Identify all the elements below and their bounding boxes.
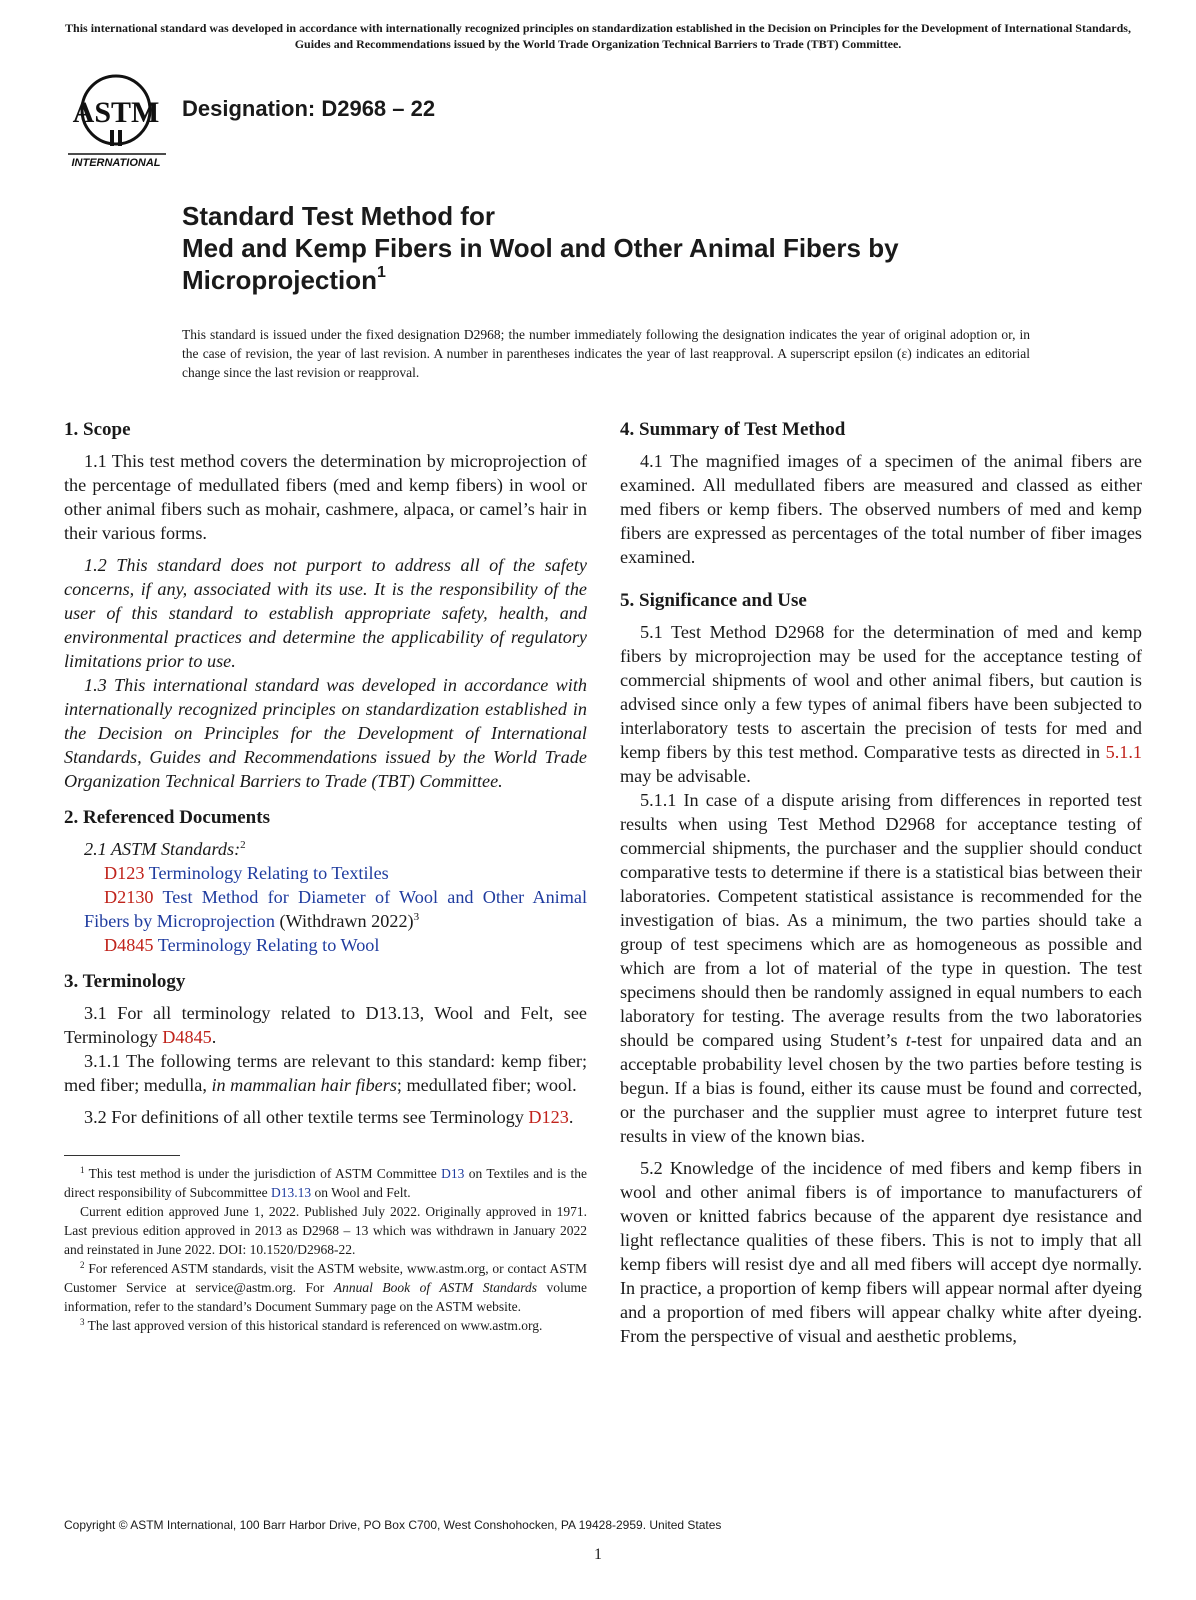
link-d13[interactable]: D13 xyxy=(441,1166,465,1181)
para-5-1-1-italic: t xyxy=(905,1030,911,1050)
para-3-1-1-italic: in mammalian hair fibers xyxy=(211,1075,397,1095)
summary-heading: 4. Summary of Test Method xyxy=(620,419,846,440)
footnote-1-mark: 1 xyxy=(80,1165,85,1175)
copyright: Copyright © ASTM International, 100 Barr Harbor Drive, PO Box C700, West Conshohocken, PA 19428-2959. United States xyxy=(64,1518,722,1532)
ref-d2130-footnote-mark: 3 xyxy=(413,911,420,923)
terminology-heading: 3. Terminology xyxy=(64,971,186,992)
para-5-1-1: 5.1.1 In case of a dispute arising from differences in reported test results when using Test Method D2968 for acceptance testing of commercial shipments, the purchaser and the supplier should conduct comparative tests to determine if there is a statistical bias between their laboratories. Competent statistical assistance is recommended for the investigation of bias. As a minimum, the two parties should take a group of test specimens which are as homogeneous as possible and which are from a lot of material of the type in question. The test specimens should then be randomly assigned in equal numbers to each laboratory for testing. The average results from the two laboratories should be compared using Student’s xyxy=(620,790,1142,1050)
astm-logo xyxy=(66,70,170,170)
ref-d4845-code[interactable]: D4845 xyxy=(104,935,154,955)
footnote-separator xyxy=(64,1155,180,1156)
footnote-3-mark: 3 xyxy=(80,1317,85,1327)
footnote-1-edition: Current edition approved June 1, 2022. Published July 2022. Originally approved in 1971. Last previous edition approved in 2013 as D2968 – 13 which was withdrawn in January 2022 and reinstated in June 2022. DOI: 10.1520/D2968-22. xyxy=(64,1204,587,1257)
footnotes xyxy=(64,1164,587,1335)
designation: Designation: D2968 – 22 xyxy=(182,96,436,121)
link-d13-13[interactable]: D13.13 xyxy=(270,1185,312,1200)
footnote-2-text: For referenced ASTM standards, visit the ASTM website, www.astm.org, or contact ASTM Customer Service at service@astm.org. For xyxy=(64,1261,588,1295)
refdocs-heading: 2. Referenced Documents xyxy=(64,807,270,828)
footnote-1-text-c: on Wool and Felt. xyxy=(314,1185,411,1200)
para-1-2: 1.2 This standard does not purport to address all of the safety concerns, if any, associated with its use. It is the responsibility of the user of this standard to establish appropriate safety, health, and environmental practices and determine the applicability of regulatory limitations prior to use. xyxy=(64,555,587,671)
page-number: 1 xyxy=(594,1546,602,1563)
ref-d123-title[interactable]: Terminology Relating to Textiles xyxy=(148,863,389,883)
ref-d123-code[interactable]: D123 xyxy=(104,863,145,883)
logo-letters: ASTM xyxy=(72,96,160,129)
para-3-1-1-end: ; medullated fiber; wool. xyxy=(396,1075,577,1095)
logo-text: INTERNATIONAL xyxy=(71,157,161,169)
footnote-3-text: The last approved version of this historical standard is referenced on www.astm.org. xyxy=(87,1318,543,1333)
title-line-1: Standard Test Method for xyxy=(182,201,495,231)
link-d123[interactable]: D123 xyxy=(528,1107,569,1127)
para-5-1-end: may be advisable. xyxy=(620,766,751,786)
scope-heading: 1. Scope xyxy=(64,419,131,440)
footnote-1-text: This test method is under the jurisdiction of ASTM Committee xyxy=(88,1166,437,1181)
para-3-1-1: 3.1.1 The following terms are relevant to this standard: kemp fiber; med fiber; medulla, xyxy=(64,1051,587,1095)
para-3-2: 3.2 For definitions of all other textile terms see Terminology xyxy=(84,1107,524,1127)
footnote-2-italic: Annual Book of ASTM Standards xyxy=(333,1280,537,1295)
para-5-2: 5.2 Knowledge of the incidence of med fibers and kemp fibers in wool and other animal fibers is of importance to manufacturers of woven or knitted fabrics because of the apparent dye resistance and light reflectance qualities of these fibers. This is not to imply that all kemp fibers will resist dye and all med fibers will accept dye normally. In practice, a proportion of kemp fibers will appear normal after dyeing and a proportion of med fibers will appear chalky white after dyeing. From the perspective of visual and aesthetic problems, xyxy=(620,1158,1142,1346)
para-2-1: 2.1 ASTM Standards: xyxy=(84,839,241,859)
ref-d2130-code[interactable]: D2130 xyxy=(104,887,154,907)
para-2-1-footnote-mark: 2 xyxy=(240,839,246,851)
para-3-1: 3.1 For all terminology related to D13.13, Wool and Felt, see Terminology xyxy=(64,1003,587,1047)
preamble: This standard is issued under the fixed designation D2968; the number immediately following the designation indicates the year of original adoption or, in the case of revision, the year of last revision. A number in parentheses indicates the year of last reapproval. A superscript epsilon (ε) indicates an editorial change since the last revision or reapproval. xyxy=(182,327,1030,380)
title-line-3: Microprojection xyxy=(182,265,378,295)
left-column: 1. Scope 1.1 This test method covers the determination by microprojection of the percentage of medullated fibers (med and kemp fibers) in wool or other animal fibers such as mohair, cashmere, alpaca, or camel’s hair in their various forms. 1.2 This standard does not purport to address all of the safety concerns, if any, associated with its use. It is the responsibility of the user of this standard to establish appropriate safety, health, and environmental practices and determine the applicability of regulatory limitations prior to use. 1.3 This international standard was developed in accordance with internationally recognized principles on standardization established in the Decision on Principles for the Development of International Standards, Guides and Recommendations issued by the World Trade Organization Technical Barriers to Trade (TBT) Committee. 2. Referenced Documents 2.1 ASTM Standards:$^2$ D123 Terminology Relating to Textiles D2130 Test Method for Diameter of Wool and Other Animal Fibers by Microprojection (Withdrawn 2022)$^3$ D4845 Terminology Relating to Wool 3. Terminology 3.1 For all terminology related to D13.13, Wool and Felt, see Terminology D4845. 3.1.1 The following terms are relevant to this standard: kemp fiber; med fiber; medulla, in mammalian hair fibers; medullated fiber; wool. 3.2 For definitions of all other textile terms see Terminology D123. $^1$ This test method is under the jurisdiction of ASTM Committee D13 on Textiles and is the direct responsibility of Subcommittee D13.13 on Wool and Felt. Current edition approved June 1, 2022. Published July 2022. Originally approved in 1971. Last previous edition approved in 2013 as D2968 – 13 which was withdrawn in January 2022 and reinstated in June 2022. DOI: 10.1520/D2968-22. $^2$ For referenced ASTM standards, visit the ASTM website, www.astm.org, or contact ASTM Customer Service at service@astm.org. For Annual Book of ASTM Standards volume information, refer to the standard’s Document Summary page on the ASTM website. $^3$ The last approved version of this historical standard is referenced on www.astm.org. xyxy=(64,419,588,1333)
title-line-2: Med and Kemp Fibers in Wool and Other Animal Fibers by xyxy=(182,233,899,263)
link-d4845[interactable]: D4845 xyxy=(162,1027,212,1047)
title-footnote-mark[interactable]: 1 xyxy=(377,264,386,281)
para-1-1: 1.1 This test method covers the determination by microprojection of the percentage of medullated fibers (med and kemp fibers) in wool or other animal fibers such as mohair, cashmere, alpaca, or camel’s hair in their various forms. xyxy=(64,451,587,543)
para-4-1: 4.1 The magnified images of a specimen of the animal fibers are examined. All medullated fibers are measured and classed as either med fibers or kemp fibers. The observed numbers of med and kemp fibers are expressed as percentages of the total number of fiber images examined. xyxy=(620,451,1142,567)
right-column xyxy=(620,418,1142,1348)
significance-heading: 5. Significance and Use xyxy=(620,590,807,611)
link-5-1-1[interactable]: 5.1.1 xyxy=(1105,742,1142,762)
ref-d2130-note: (Withdrawn 2022) xyxy=(279,911,414,931)
footnote-1-text-b: on Textiles and is the direct responsibility of Subcommittee xyxy=(64,1166,587,1200)
ref-d4845-title[interactable]: Terminology Relating to Wool xyxy=(157,935,380,955)
ref-d2130-title[interactable]: Test Method for Diameter of Wool and Other Animal Fibers by Microprojection xyxy=(84,887,588,931)
para-5-1: 5.1 Test Method D2968 for the determination of med and kemp fibers by microprojection may be used for the acceptance testing of commercial shipments of wool and other animal fibers, but caution is advised since only a few types of animal fibers have been subjected to interlaboratory tests to ascertain the precision of tests for med and kemp fibers by this test method. Comparative tests as directed in xyxy=(620,622,1142,762)
footnote-2-mark: 2 xyxy=(80,1260,85,1270)
footnote-2-text-b: volume information, refer to the standard’s Document Summary page on the ASTM website. xyxy=(64,1280,588,1314)
para-5-1-1-end: -test for unpaired data and an acceptable probability level chosen by the two parties before testing is begun. If a bias is found, either its cause must be found and corrected, or the purchaser and the supplier must agree to interpret future test results in view of the known bias. xyxy=(620,1030,1143,1146)
document-title xyxy=(182,200,1082,296)
top-notice: This international standard was developed in accordance with internationally recognized principles on standardization established in the Decision on Principles for the Development of International Standards, Guides and Recommendations issued by the World Trade Organization Technical Barriers to Trade (TBT) Committee. xyxy=(65,21,1131,51)
para-1-3: 1.3 This international standard was developed in accordance with internationally recognized principles on standardization established in the Decision on Principles for the Development of International Standards, Guides and Recommendations issued by the World Trade Organization Technical Barriers to Trade (TBT) Committee. xyxy=(64,675,587,791)
